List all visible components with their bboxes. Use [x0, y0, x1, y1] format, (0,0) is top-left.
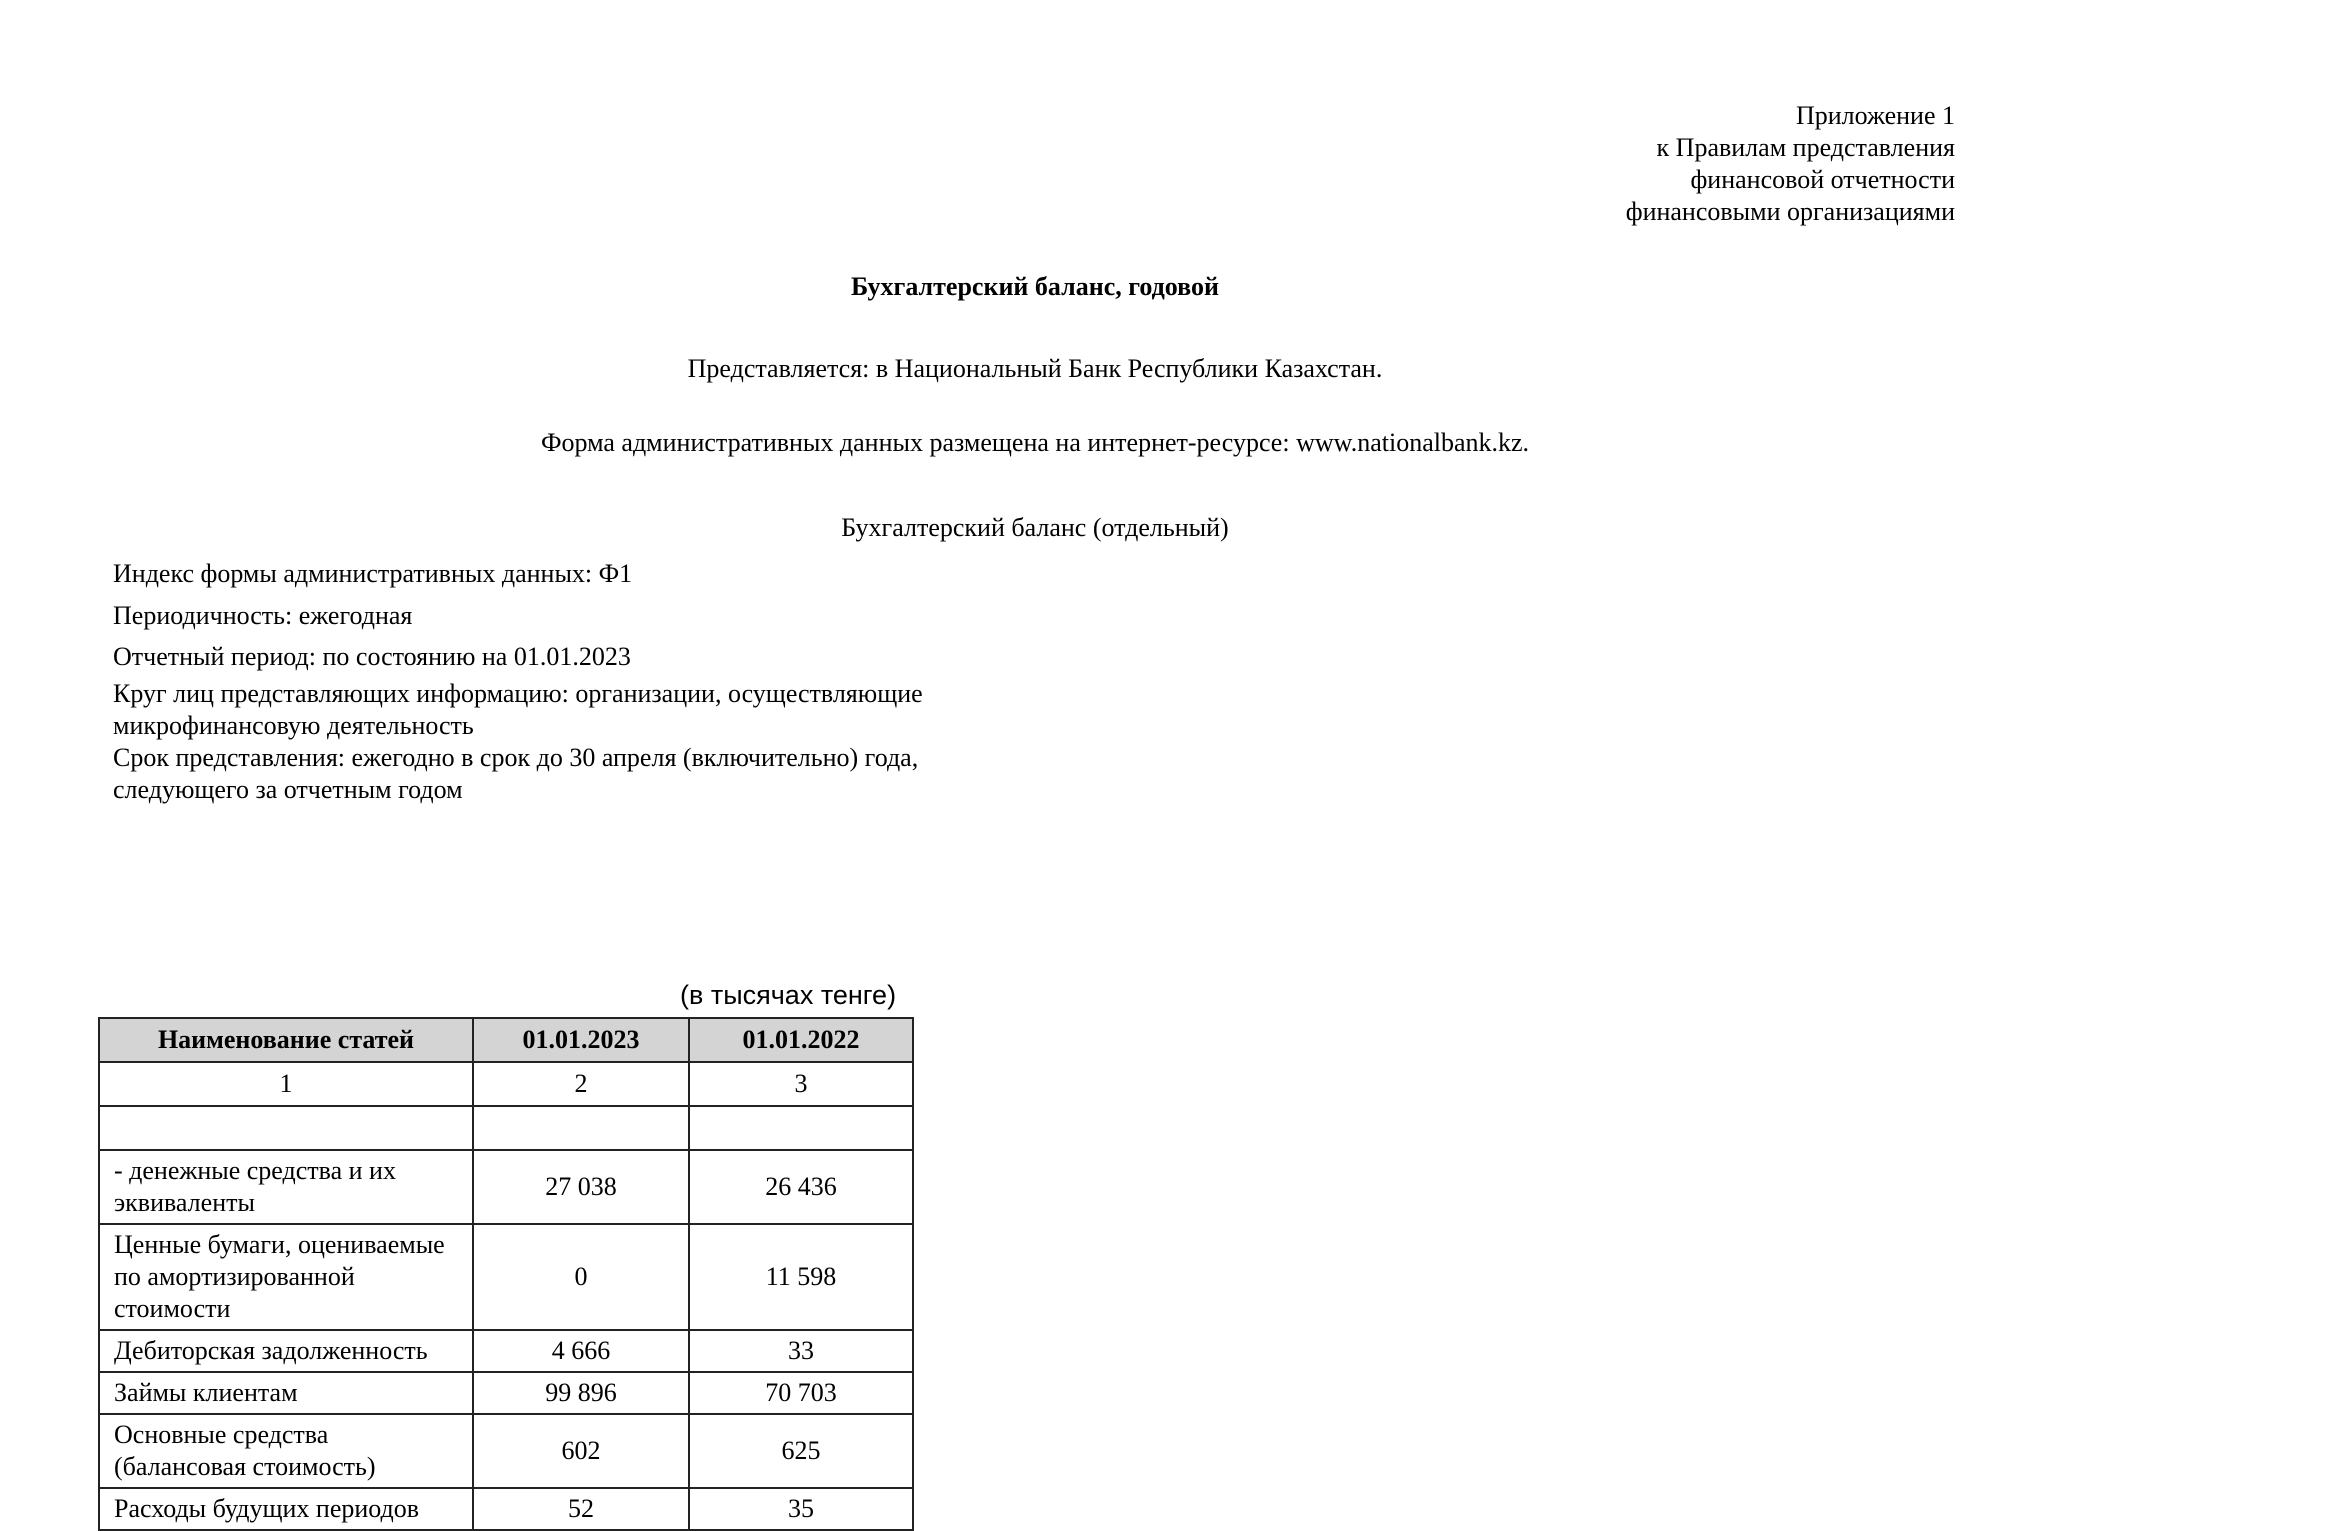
- row-value-2022: 35: [689, 1488, 913, 1530]
- appendix-reference: [1626, 100, 1955, 228]
- row-value-2022: 11 598: [689, 1224, 913, 1330]
- table-row: [99, 1224, 913, 1330]
- units-note: (в тысячах тенге): [680, 980, 897, 1010]
- column-number: 2: [473, 1062, 689, 1106]
- balance-table: [98, 1017, 914, 1531]
- row-name: Ценные бумаги, оцениваемые по амортизированной стоимости: [99, 1224, 473, 1330]
- header-item-name: Наименование статей: [99, 1018, 473, 1062]
- table-row: [99, 1372, 913, 1414]
- table-header-row: [99, 1018, 913, 1062]
- row-value-2022: 625: [689, 1414, 913, 1488]
- column-number: 1: [99, 1062, 473, 1106]
- form-location: Форма административных данных размещена на интернет-ресурсе: www.nationalbank.kz.: [540, 428, 1530, 457]
- row-value-2023: 4 666: [473, 1330, 689, 1372]
- table-row: [99, 1150, 913, 1224]
- reporting-period: Отчетный период: по состоянию на 01.01.2023: [113, 642, 631, 671]
- header-date-2023: 01.01.2023: [473, 1018, 689, 1062]
- document-subtitle: Бухгалтерский баланс (отдельный): [841, 513, 1229, 542]
- table-row: [99, 1488, 913, 1530]
- header-date-2022: 01.01.2022: [689, 1018, 913, 1062]
- appendix-line: финансовой отчетности: [1690, 165, 1955, 194]
- row-name: Расходы будущих периодов: [99, 1488, 473, 1530]
- column-number: 3: [689, 1062, 913, 1106]
- document-title: Бухгалтерский баланс, годовой: [850, 272, 1219, 301]
- form-index: Индекс формы административных данных: Ф1: [113, 559, 633, 588]
- row-name: [99, 1106, 473, 1150]
- row-value-2023: 0: [473, 1224, 689, 1330]
- row-value-2022: [689, 1106, 913, 1150]
- respondents: Круг лиц представляющих информацию: организации, осуществляющие микрофинансовую деятельность: [113, 679, 923, 740]
- table-row: [99, 1330, 913, 1372]
- row-value-2023: 99 896: [473, 1372, 689, 1414]
- row-name: Займы клиентам: [99, 1372, 473, 1414]
- table-row: [99, 1106, 913, 1150]
- row-name: Основные средства (балансовая стоимость): [99, 1414, 473, 1488]
- appendix-line: финансовыми организациями: [1625, 197, 1955, 226]
- row-value-2022: 70 703: [689, 1372, 913, 1414]
- row-name: Дебиторская задолженность: [99, 1330, 473, 1372]
- submission-deadline: Срок представления: ежегодно в срок до 30 апреля (включительно) года, следующего за отчетным годом: [113, 743, 919, 804]
- submitted-to: Представляется: в Национальный Банк Республики Казахстан.: [687, 354, 1383, 383]
- appendix-line: Приложение 1: [1795, 101, 1955, 130]
- periodicity: Периодичность: ежегодная: [113, 601, 413, 630]
- appendix-line: к Правилам представления: [1656, 133, 1955, 162]
- column-number-row: [99, 1062, 913, 1106]
- row-value-2023: 27 038: [473, 1150, 689, 1224]
- row-name: - денежные средства и их эквиваленты: [99, 1150, 473, 1224]
- row-value-2023: [473, 1106, 689, 1150]
- row-value-2023: 602: [473, 1414, 689, 1488]
- row-value-2023: 52: [473, 1488, 689, 1530]
- row-value-2022: 33: [689, 1330, 913, 1372]
- row-value-2022: 26 436: [689, 1150, 913, 1224]
- table-row: [99, 1414, 913, 1488]
